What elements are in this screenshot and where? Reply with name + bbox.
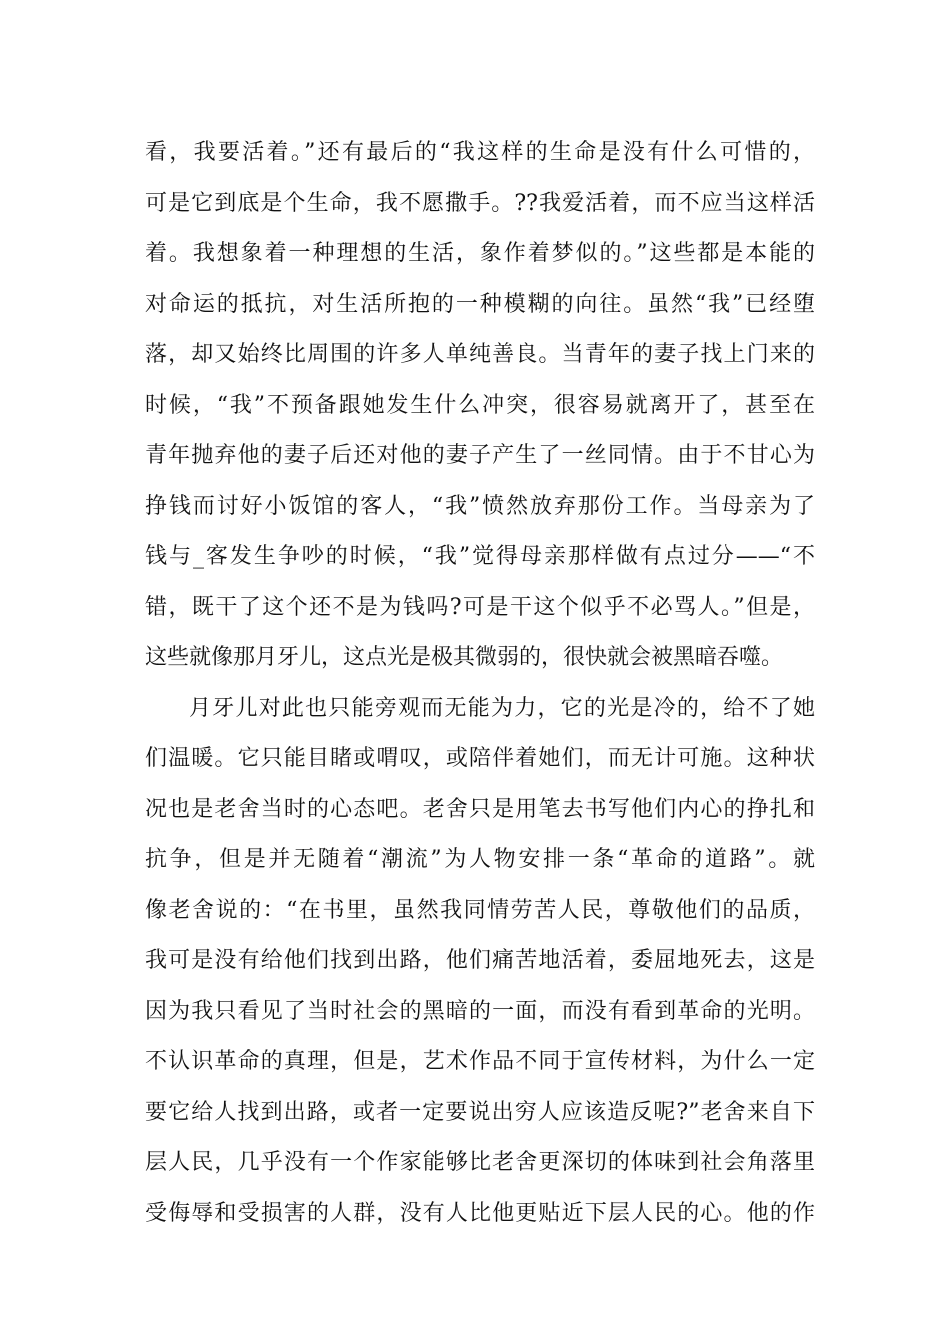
text-line: 况也是老舍当时的心态吧。老舍只是用笔去书写他们内心的挣扎和 (145, 796, 815, 822)
text-line: 层人民，几乎没有一个作家能够比老舍更深切的体味到社会角落里 (145, 1150, 815, 1175)
text-line: 我可是没有给他们找到出路，他们痛苦地活着，委屈地死去，这是 (145, 948, 815, 973)
text-line: 抗争，但是并无随着“潮流”为人物安排一条“革命的道路”。就 (145, 847, 815, 872)
body-text (145, 128, 815, 1239)
text-line: 对命运的抵抗，对生活所抱的一种模糊的向往。虽然“我”已经堕 (145, 291, 815, 317)
text-line: 不认识革命的真理，但是，艺术作品不同于宣传材料，为什么一定 (145, 1049, 815, 1074)
text-line: 钱与_客发生争吵的时候，“我”觉得母亲那样做有点过分——“不 (145, 544, 815, 569)
text-line: 们温暖。它只能目睹或喟叹，或陪伴着她们，而无计可施。这种状 (145, 746, 815, 771)
paragraph-2 (145, 684, 815, 1240)
text-line: 时候，“我”不预备跟她发生什么冲突，很容易就离开了，甚至在 (145, 392, 815, 418)
paragraph-1 (145, 128, 815, 684)
text-line: 这些就像那月牙儿，这点光是极其微弱的，很快就会被黑暗吞噬。 (145, 645, 784, 670)
text-line: 可是它到底是个生命，我不愿撒手。??我爱活着，而不应当这样活 (145, 190, 815, 216)
text-line: 要它给人找到出路，或者一定要说出穷人应该造反呢?”老舍来自下 (145, 1099, 815, 1125)
text-line: 着。我想象着一种理想的生活，象作着梦似的。”这些都是本能的 (145, 241, 815, 266)
text-line: 像老舍说的：“在书里，虽然我同情劳苦人民，尊敬他们的品质， (145, 897, 815, 923)
text-line: 月牙儿对此也只能旁观而无能为力，它的光是冷的，给不了她 (189, 695, 815, 721)
text-line: 看，我要活着。”还有最后的“我这样的生命是没有什么可惜的， (145, 140, 815, 165)
text-line: 错，既干了这个还不是为钱吗?可是干这个似乎不必骂人。”但是， (145, 594, 815, 620)
text-line: 因为我只看见了当时社会的黑暗的一面，而没有看到革命的光明。 (145, 998, 815, 1024)
text-line: 挣钱而讨好小饭馆的客人，“我”愤然放弃那份工作。当母亲为了 (145, 493, 815, 519)
text-line: 落，却又始终比周围的许多人单纯善良。当青年的妻子找上门来的 (145, 342, 815, 367)
text-line: 青年抛弃他的妻子后还对他的妻子产生了一丝同情。由于不甘心为 (145, 443, 815, 468)
text-line: 受侮辱和受损害的人群，没有人比他更贴近下层人民的心。他的作 (145, 1200, 815, 1226)
